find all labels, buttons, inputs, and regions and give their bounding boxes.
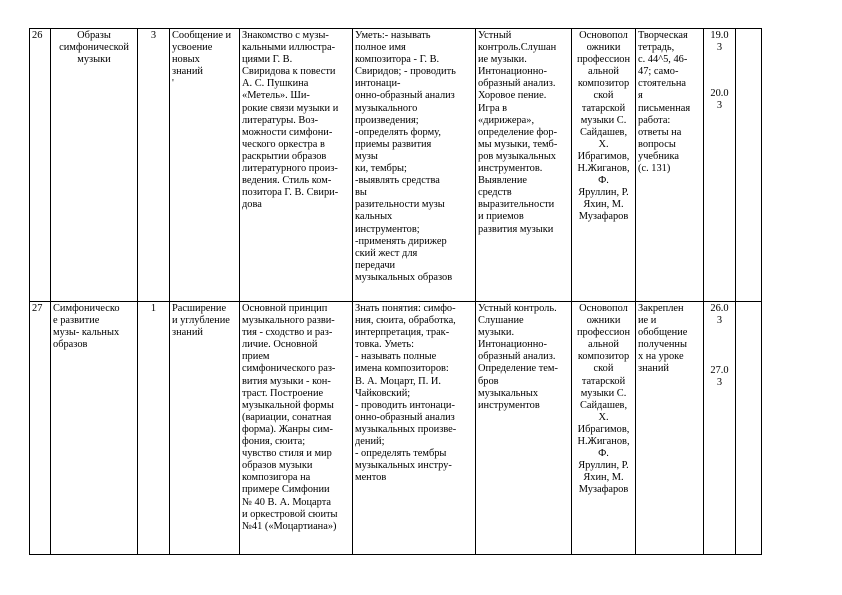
- lesson-control: Устный контроль.Слушан ие музыки. Интонационно- образный анализ. Хоровое пение. Игра в «дирижера», определение фор- мы музыки, темб- ров музыкальных инструментов. Выявление средств выразительности и приемов развития музыки: [476, 29, 572, 302]
- lesson-number: 27: [30, 302, 51, 555]
- lesson-dates: [704, 302, 736, 555]
- lesson-plan-table: [29, 28, 762, 555]
- lesson-type: Сообщение и усвоение новых знаний ': [170, 29, 240, 302]
- lesson-fact-date: [736, 29, 762, 302]
- lesson-homework: Творческая тетрадь, с. 44^5, 46- 47; само- стоятельна я письменная работа: ответы на вопросы учебника (с. 131): [636, 29, 704, 302]
- lesson-number: 26: [30, 29, 51, 302]
- lesson-skills: Знать понятия: симфо- ния, сюита, обработка, интерпретация, трак- товка. Уметь: - называть полные имена композиторов: В. А. Моцарт, П. И. Чайковский; - проводить интонаци- онно-образный анализ музыкальных произве- дений; - определять тембры музыкальных инстру- ментов: [353, 302, 476, 555]
- lesson-type: Расширение и углубление знаний: [170, 302, 240, 555]
- lesson-skills: Уметь:- называть полное имя композитора - Г. В. Свиридов; - проводить интонаци- онно-образный анализ музыкального произведения; -определять форму, приемы развития музы ки, тембры; -выявлять средства вы разительности музы кальных инструментов; -применять дирижер ский жест для передачи музыкальных образов: [353, 29, 476, 302]
- lesson-topic: Образы симфонической музыки: [51, 29, 138, 302]
- table-row: [30, 302, 762, 555]
- lesson-date-1: 19.0 3: [710, 30, 729, 54]
- table-row: [30, 29, 762, 302]
- lesson-regional-component: Основопол ожники профессион альной композитор ской татарской музыки С. Сайдашев, Х. Ибрагимов, Н.Жиганов, Ф. Яруллин, Р. Яхин, М. Музафаров: [572, 29, 636, 302]
- lesson-control: Устный контроль. Слушание музыки. Интонационно- образный анализ. Определение тем- бров музыкальных инструментов: [476, 302, 572, 555]
- lesson-content: Знакомство с музы- кальными иллюстра- циями Г. В. Свиридова к повести А. С. Пушкина «Метель». Ши- рокие связи музыки и литературы. Воз- можности симфони- ческого оркестра в раскрытии образов литературного произ- ведения. Стиль ком- позитора Г. В. Свири- дова: [240, 29, 353, 302]
- lesson-topic: Симфоническо е развитие музы- кальных образов: [51, 302, 138, 555]
- lesson-fact-date: [736, 302, 762, 555]
- lesson-content: Основной принцип музыкального разви- тия - сходство и раз- личие. Основной прием симфонического раз- вития музыки - кон- траст. Построение музыкальной формы (вариации, сонатная форма). Жанры сим- фония, сюита; чувство стиля и мир образов музыки композигора на примере Симфонии № 40 В. А. Моцарта и оркестровой сюиты №41 («Моцартиана»): [240, 302, 353, 555]
- lesson-dates: [704, 29, 736, 302]
- lesson-regional-component: Основопол ожники профессион альной композитор ской татарской музыки С. Сайдашев, Х. Ибрагимов, Н.Жиганов, Ф. Яруллин, Р. Яхин, М. Музафаров: [572, 302, 636, 555]
- lesson-date-2: 20.0 3: [710, 88, 729, 112]
- lesson-hours: 3: [138, 29, 170, 302]
- lesson-homework: Закреплен ие и обобщение полученны х на уроке знаний: [636, 302, 704, 555]
- lesson-date-2: 27.0 3: [710, 365, 729, 389]
- lesson-hours: 1: [138, 302, 170, 555]
- lesson-date-1: 26.0 3: [710, 303, 729, 327]
